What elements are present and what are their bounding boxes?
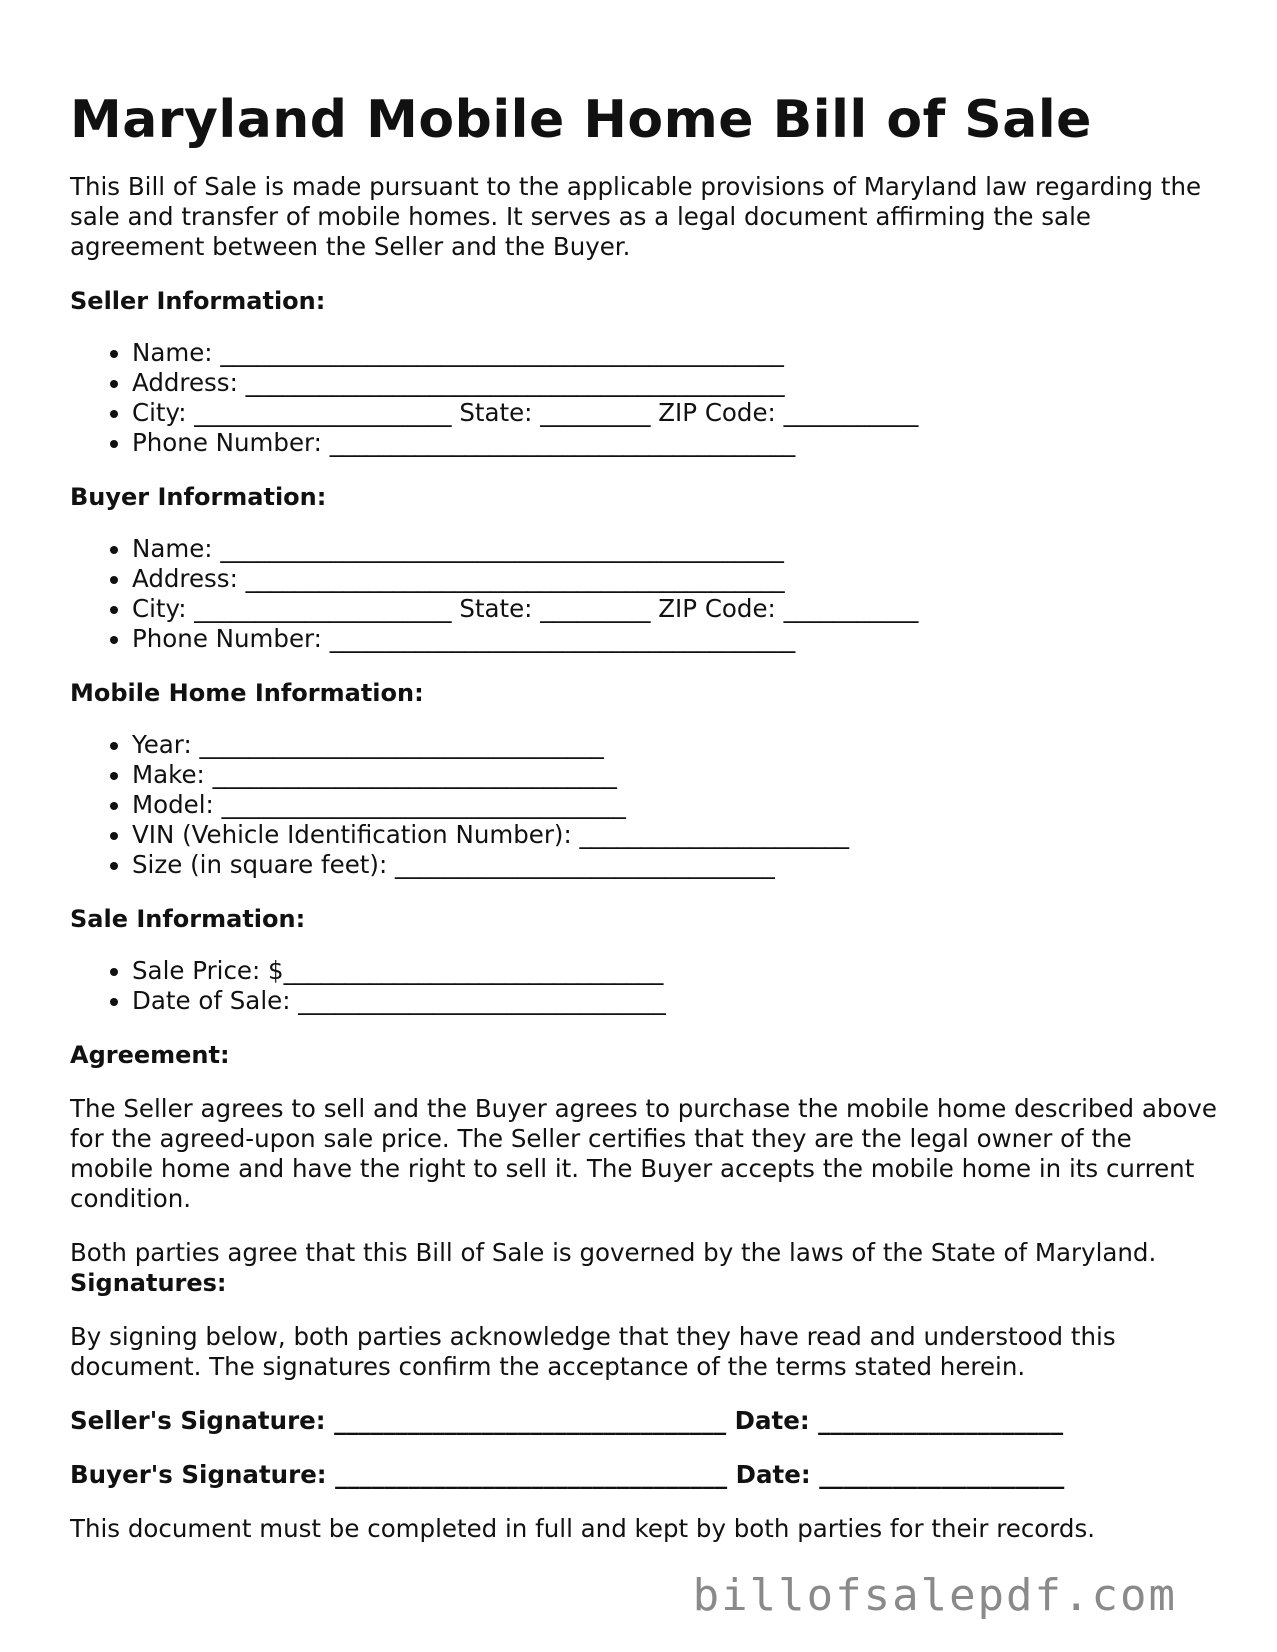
sale-price-field[interactable]: • Sale Price: $_______________________________ <box>132 956 1220 986</box>
seller-city-state-zip-field[interactable]: • City: _____________________ State: _________ ZIP Code: ___________ <box>132 398 1220 428</box>
home-make-field[interactable]: • Make: _________________________________ <box>132 760 1220 790</box>
watermark: billofsalepdf.com <box>692 1570 1177 1621</box>
seller-address-field[interactable]: • Address: ____________________________________________ <box>132 368 1220 398</box>
sale-fields <box>70 956 1220 1016</box>
home-heading: Mobile Home Information: <box>70 679 424 707</box>
seller-phone-field[interactable]: • Phone Number: ______________________________________ <box>132 428 1220 458</box>
buyer-address-field[interactable]: • Address: ____________________________________________ <box>132 564 1220 594</box>
seller-fields <box>70 338 1220 458</box>
home-fields <box>70 730 1220 880</box>
buyer-name-field[interactable]: • Name: ______________________________________________ <box>132 534 1220 564</box>
home-vin-field[interactable]: • VIN (Vehicle Identification Number): ______________________ <box>132 820 1220 850</box>
home-size-field[interactable]: • Size (in square feet): _______________________________ <box>132 850 1220 880</box>
document-page <box>70 88 1220 1544</box>
seller-signature-line[interactable]: Seller's Signature: ________________________________ Date: ____________________ <box>70 1406 1064 1435</box>
buyer-phone-field[interactable]: • Phone Number: ______________________________________ <box>132 624 1220 654</box>
agreement-heading: Agreement: <box>70 1041 230 1069</box>
sale-date-field[interactable]: • Date of Sale: ______________________________ <box>132 986 1220 1016</box>
signatures-heading: Signatures: <box>70 1269 227 1297</box>
buyer-signature-line[interactable]: Buyer's Signature: ________________________________ Date: ____________________ <box>70 1460 1065 1489</box>
seller-heading: Seller Information: <box>70 287 326 315</box>
buyer-fields <box>70 534 1220 654</box>
governing-law-paragraph: Both parties agree that this Bill of Sale is governed by the laws of the State of Maryland. <box>70 1238 1157 1267</box>
seller-name-field[interactable]: • Name: ______________________________________________ <box>132 338 1220 368</box>
page-title: Maryland Mobile Home Bill of Sale <box>70 90 1092 150</box>
closing-note: This document must be completed in full and kept by both parties for their records. <box>70 1514 1096 1543</box>
agreement-paragraph: The Seller agrees to sell and the Buyer agrees to purchase the mobile home described above for the agreed-upon sale price. The Seller certifies that they are the legal owner of the mobile home and have the right to sell it. The Buyer accepts the mobile home in its current condition. <box>70 1094 1217 1213</box>
intro-paragraph: This Bill of Sale is made pursuant to the applicable provisions of Maryland law regarding the sale and transfer of mobile homes. It serves as a legal document affirming the sale agreement between the Seller and the Buyer. <box>70 172 1202 261</box>
home-model-field[interactable]: • Model: _________________________________ <box>132 790 1220 820</box>
sale-heading: Sale Information: <box>70 905 306 933</box>
buyer-heading: Buyer Information: <box>70 483 327 511</box>
home-year-field[interactable]: • Year: _________________________________ <box>132 730 1220 760</box>
signatures-paragraph: By signing below, both parties acknowledge that they have read and understood this document. The signatures confirm the acceptance of the terms stated herein. <box>70 1322 1116 1381</box>
buyer-city-state-zip-field[interactable]: • City: _____________________ State: _________ ZIP Code: ___________ <box>132 594 1220 624</box>
